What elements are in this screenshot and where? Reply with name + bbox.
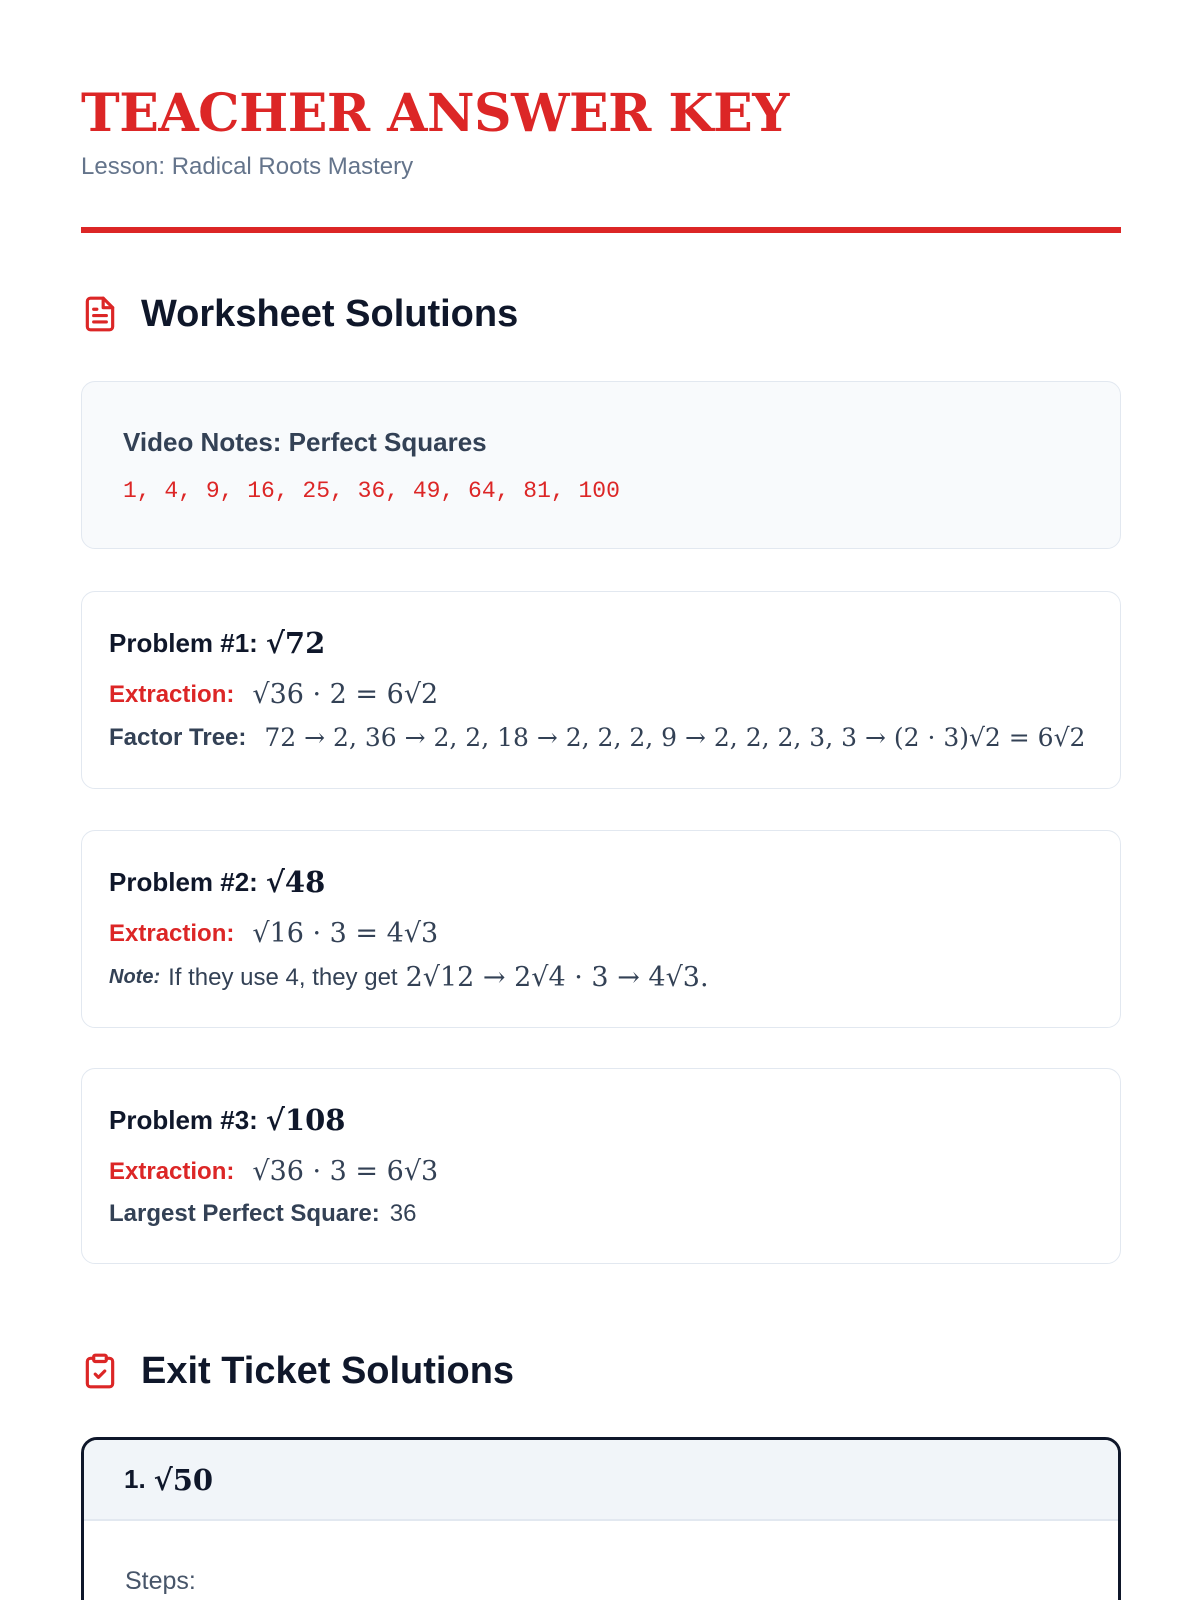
problem-card-1	[81, 591, 1121, 789]
extraction-line	[109, 1156, 438, 1187]
page-title: TEACHER ANSWER KEY	[81, 83, 789, 144]
extraction-math: √36 · 2 = 6√2	[252, 679, 439, 710]
largest-square-line	[109, 1200, 416, 1228]
problem-title	[109, 1103, 345, 1137]
problem-expression: √108	[265, 1103, 346, 1137]
header-divider	[81, 227, 1121, 233]
extraction-label: Extraction:	[109, 1157, 235, 1185]
document-icon	[81, 295, 119, 333]
video-notes-card	[81, 381, 1121, 549]
factor-tree-label: Factor Tree:	[109, 723, 247, 751]
largest-square-value: 36	[389, 1200, 417, 1227]
question-number: 1.	[124, 1464, 146, 1494]
extraction-label: Extraction:	[109, 919, 235, 947]
problem-title	[109, 626, 325, 660]
exit-ticket-question	[84, 1440, 1118, 1521]
video-notes-title: Video Notes: Perfect Squares	[123, 427, 487, 457]
problem-label: Problem #3:	[109, 1104, 258, 1135]
note-text: If they use 4, they get	[168, 963, 398, 991]
clipboard-check-icon	[81, 1352, 119, 1390]
steps-label: Steps:	[125, 1567, 196, 1595]
extraction-math: √36 · 3 = 6√3	[252, 1156, 439, 1187]
factor-tree-line	[109, 723, 1085, 752]
problem-expression: √72	[265, 626, 326, 660]
problem-title	[109, 865, 325, 899]
section-title: Exit Ticket Solutions	[141, 1349, 515, 1392]
section-title: Worksheet Solutions	[141, 292, 519, 335]
problem-expression: √48	[265, 865, 326, 899]
exit-ticket-section-heading	[81, 1347, 514, 1395]
note-math: 2√12 → 2√4 · 3 → 4√3.	[405, 962, 709, 993]
note-label: Note:	[109, 966, 161, 988]
largest-square-label: Largest Perfect Square:	[109, 1200, 380, 1227]
factor-tree-math: 72 → 2, 36 → 2, 2, 18 → 2, 2, 2, 9 → 2, 2, 2, 3, 3 → (2 · 3)√2 = 6√2	[264, 723, 1086, 752]
exit-ticket-card	[81, 1437, 1121, 1600]
note-line	[109, 962, 709, 993]
extraction-math: √16 · 3 = 4√3	[252, 918, 439, 949]
question-expression: √50	[153, 1462, 214, 1497]
lesson-subtitle: Lesson: Radical Roots Mastery	[81, 153, 414, 180]
extraction-line	[109, 679, 438, 710]
extraction-label: Extraction:	[109, 680, 235, 708]
perfect-squares-list: 1, 4, 9, 16, 25, 36, 49, 64, 81, 100	[123, 478, 620, 504]
problem-card-2	[81, 830, 1121, 1028]
worksheet-section-heading	[81, 290, 518, 338]
problem-card-3	[81, 1068, 1121, 1264]
extraction-line	[109, 918, 438, 949]
problem-label: Problem #2:	[109, 866, 258, 897]
problem-label: Problem #1:	[109, 627, 258, 658]
